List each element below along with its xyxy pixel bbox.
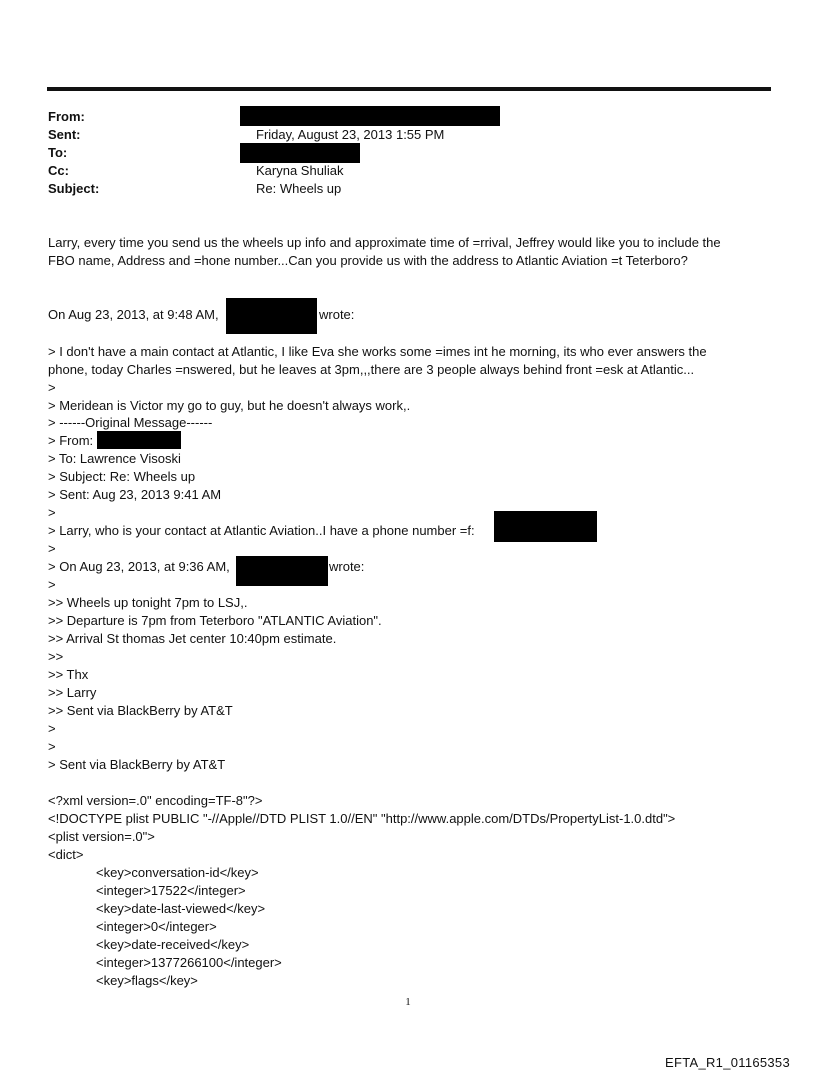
subject-value: Re: Wheels up xyxy=(256,181,342,196)
quote-line: > xyxy=(48,380,56,395)
xml-plist: <plist version=.0"> xyxy=(48,829,155,844)
xml-line: <key>flags</key> xyxy=(96,973,198,988)
xml-line: <integer>17522</integer> xyxy=(96,883,246,898)
quote-line: >> Arrival St thomas Jet center 10:40pm estimate. xyxy=(48,631,337,646)
document-id: EFTA_R1_01165353 xyxy=(664,1055,790,1070)
quote-line: > I don't have a main contact at Atlantic, I like Eva she works some =imes int he morning, its who ever answers the xyxy=(48,344,707,359)
xml-line: <key>date-received</key> xyxy=(96,937,250,952)
page-number: 1 xyxy=(405,996,411,1008)
from-redaction xyxy=(240,106,500,126)
xml-line: <integer>0</integer> xyxy=(96,919,217,934)
quote-line: > Sent via BlackBerry by AT&T xyxy=(48,757,226,772)
quote-from-redaction xyxy=(97,431,181,449)
quote-line: >> Wheels up tonight 7pm to LSJ,. xyxy=(48,595,248,610)
quote-line: >> Thx xyxy=(48,667,89,682)
to-label: To: xyxy=(48,145,68,160)
quote-line: >> Sent via BlackBerry by AT&T xyxy=(48,703,233,718)
subject-label: Subject: xyxy=(48,181,100,196)
quote-line: > Subject: Re: Wheels up xyxy=(48,469,196,484)
quote-line: >> Departure is 7pm from Teterboro "ATLANTIC Aviation". xyxy=(48,613,382,628)
xml-dict: <dict> xyxy=(48,847,84,862)
quote-line: > xyxy=(48,721,56,736)
sender-redaction-1 xyxy=(226,298,317,334)
sent-label: Sent: xyxy=(48,127,81,142)
quote-line: > xyxy=(48,505,56,520)
intro-line-1: Larry, every time you send us the wheels up info and approximate time of =rrival, Jeffrey would like you to include the xyxy=(48,235,721,250)
quote-line: >> xyxy=(48,649,64,664)
quote-line: > ------Original Message------ xyxy=(48,415,213,430)
cc-value: Karyna Shuliak xyxy=(256,163,344,178)
quote-larry: > Larry, who is your contact at Atlantic Aviation..I have a phone number =f: xyxy=(48,523,475,538)
intro-line-2: FBO name, Address and =hone number...Can you provide us with the address to Atlantic Aviation =t Teterboro? xyxy=(48,253,688,268)
quote-line: > xyxy=(48,739,56,754)
from-label: From: xyxy=(48,109,85,124)
quote-line: > Meridean is Victor my go to guy, but he doesn't always work,. xyxy=(48,398,411,413)
quote-line: > To: Lawrence Visoski xyxy=(48,451,181,466)
quote-line: > xyxy=(48,577,56,592)
wrote-1: wrote: xyxy=(319,307,355,322)
sent-value: Friday, August 23, 2013 1:55 PM xyxy=(256,127,445,142)
quote-line: > xyxy=(48,541,56,556)
wrote-2: wrote: xyxy=(329,559,365,574)
quote-from: > From: xyxy=(48,433,94,448)
sender-redaction-2 xyxy=(236,556,328,586)
xml-doctype: <!DOCTYPE plist PUBLIC "-//Apple//DTD PLIST 1.0//EN" "http://www.apple.com/DTDs/PropertyList-1.0.dtd"> xyxy=(48,811,676,826)
xml-line: <key>date-last-viewed</key> xyxy=(96,901,266,916)
to-redaction xyxy=(240,143,360,163)
xml-line: <key>conversation-id</key> xyxy=(96,865,259,880)
header-rule xyxy=(47,87,771,91)
quote-line: >> Larry xyxy=(48,685,97,700)
phone-redaction xyxy=(494,511,597,542)
on-date-line-1: On Aug 23, 2013, at 9:48 AM, xyxy=(48,307,219,322)
xml-line: <integer>1377266100</integer> xyxy=(96,955,282,970)
quote-line: phone, today Charles =nswered, but he leaves at 3pm,,,there are 3 people always behind front =esk at Atlantic... xyxy=(48,362,695,377)
quote-on-date-2: > On Aug 23, 2013, at 9:36 AM, xyxy=(48,559,230,574)
cc-label: Cc: xyxy=(48,163,69,178)
xml-decl: <?xml version=.0" encoding=TF-8"?> xyxy=(48,793,263,808)
quote-line: > Sent: Aug 23, 2013 9:41 AM xyxy=(48,487,222,502)
